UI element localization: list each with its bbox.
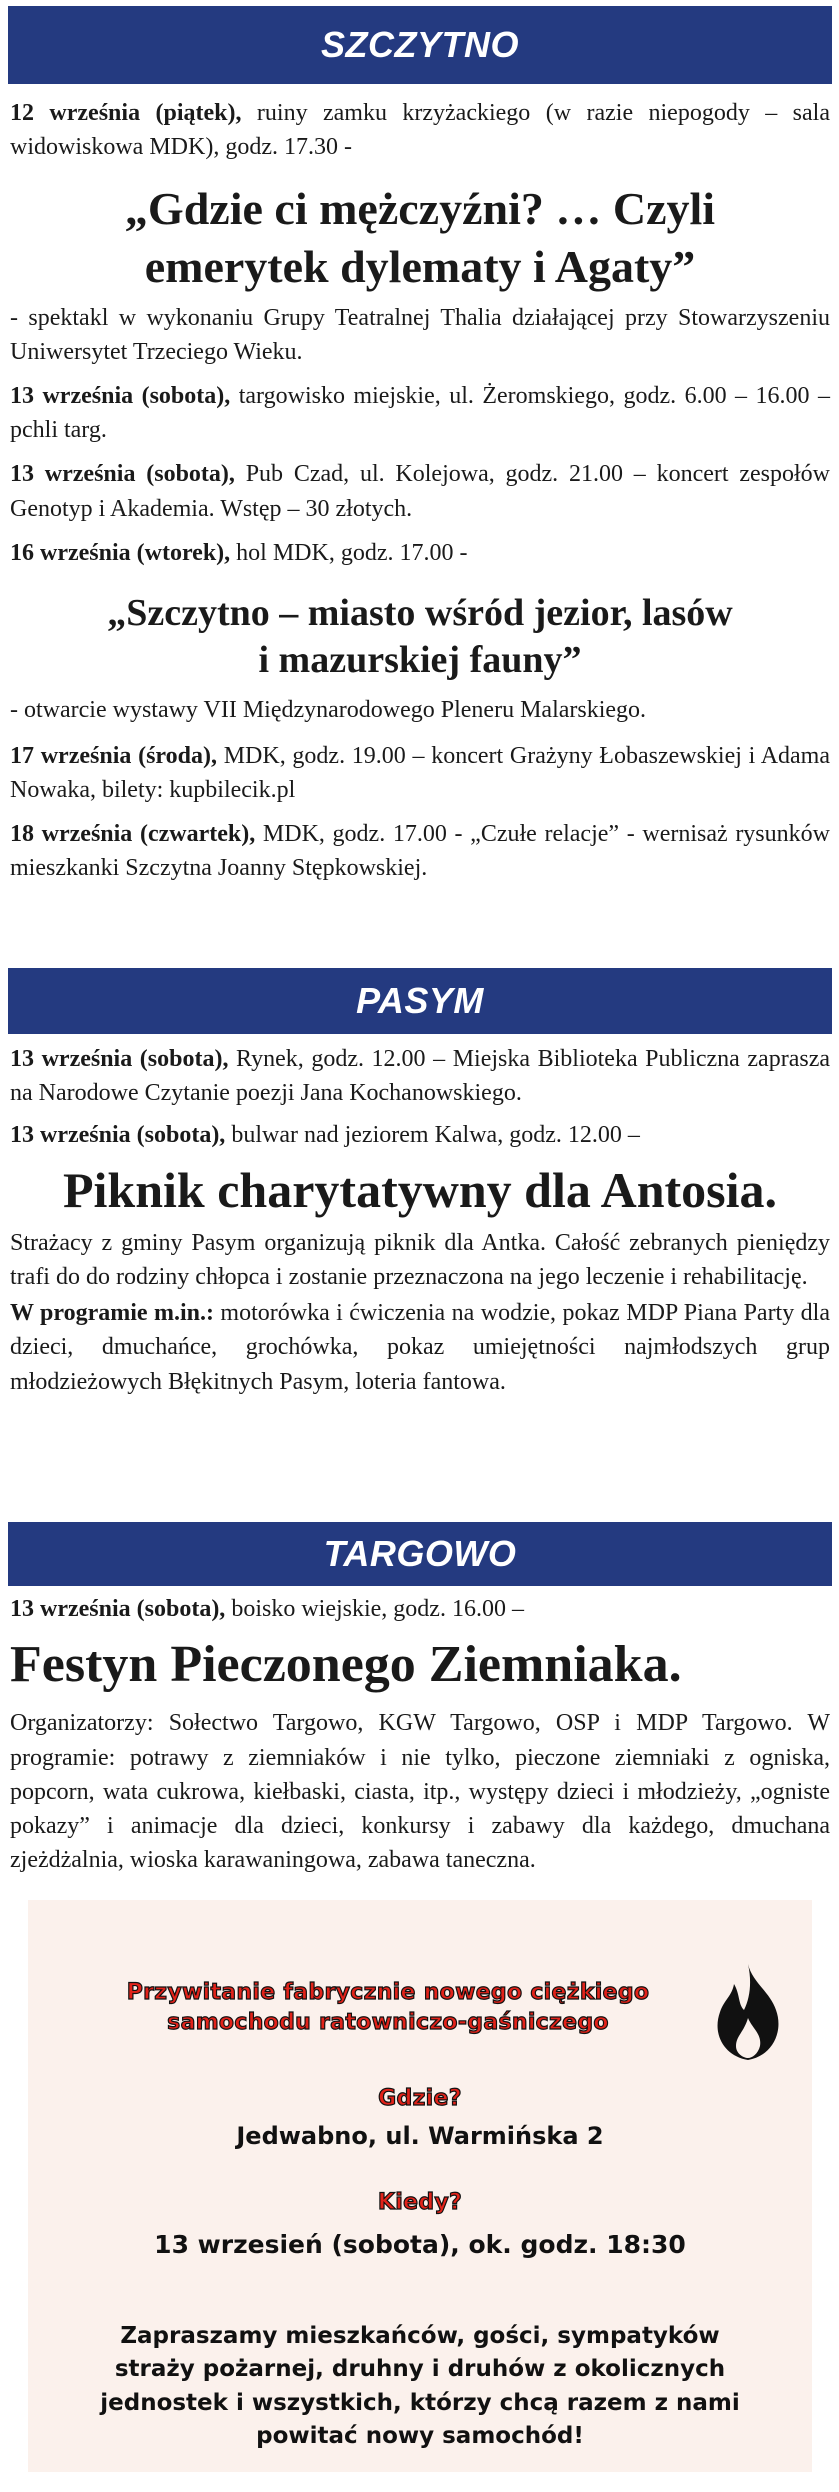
event-paragraph [10, 1296, 830, 1398]
invitation-line: jednostek i wszystkich, którzy chcą razem z nami [100, 2389, 740, 2416]
event-title-line: emerytek dylematy i Agaty” [144, 240, 696, 292]
event-title: Piknik charytatywny dla Antosia. [62, 1162, 777, 1219]
event-paragraph: Strażacy z gminy Pasym organizują piknik dla Antka. Całość zebranych pieniędzy trafi do do rodziny chłopca i zostanie przeznaczona na jego leczenie i rehabilitację. [10, 1230, 830, 1291]
when-label: Kiedy? [377, 2190, 463, 2215]
event-date: 13 września (sobota), [10, 1596, 226, 1622]
announcement-headline-line: Przywitanie fabrycznie nowego ciężkiego [126, 1980, 650, 2005]
event-date: 17 września (środa), [10, 742, 217, 769]
invitation-line: straży pożarnej, druhny i druhów z okolicznych [114, 2356, 726, 2383]
pasym-section [10, 1042, 830, 1399]
event-text: boisko wiejskie, godz. 16.00 – [225, 1596, 524, 1622]
flame-icon [708, 1962, 788, 2062]
section-header-pasym: PASYM [8, 968, 832, 1034]
event-text: MDK, godz. 19.00 – koncert Grażyny Łobaszewskiej i Adama Nowaka, bilety: kupbilecik.pl [10, 742, 830, 803]
event-paragraph [10, 817, 830, 885]
announcement-headline-line: samochodu ratowniczo-gaśniczego [167, 2009, 609, 2035]
event-date: 13 września (sobota), [10, 1122, 226, 1149]
event-title [10, 590, 830, 685]
event-date: 13 września (sobota), [10, 1046, 229, 1072]
event-paragraph [10, 739, 830, 807]
event-paragraph [10, 1042, 830, 1110]
event-paragraph [10, 96, 830, 164]
event-text: motorówka i ćwiczenia na wodzie, pokaz MDP Piana Party dla dzieci, dmuchańce, grochówka, pokaz umiejętności najmłodszych grup młodzieżowych Błękitnych Pasym, loteria fantowa. [10, 1300, 830, 1395]
event-date: 16 września (wtorek), [10, 539, 231, 566]
event-text: Rynek, godz. 12.00 – Miejska Biblioteka Publiczna zaprasza na Narodowe Czytanie poezji Jana Kochanowskiego. [10, 1046, 830, 1107]
event-date: 13 września (sobota), [10, 461, 235, 488]
event-text: ruiny zamku krzyżackiego (w razie niepogody – sala widowiskowa MDK), godz. 17.30 - [10, 100, 830, 161]
event-title: Festyn Pieczonego Ziemniaka. [10, 1636, 682, 1694]
event-text: bulwar nad jeziorem Kalwa, godz. 12.00 – [225, 1122, 640, 1149]
where-value: Jedwabno, ul. Warmińska 2 [236, 2122, 604, 2150]
event-paragraph [10, 536, 830, 570]
section-header-targowo: TARGOWO [8, 1522, 832, 1586]
announcement-invitation [48, 2320, 792, 2453]
event-date: 13 września (sobota), [10, 383, 231, 410]
when-value: 13 wrzesień (sobota), ok. godz. 18:30 [154, 2230, 686, 2259]
event-title-line: „Gdzie ci mężczyźni? … Czyli [124, 183, 716, 235]
event-paragraph [10, 457, 830, 525]
event-paragraph [10, 379, 830, 447]
announcement-headline [88, 1978, 688, 2037]
event-title [10, 180, 830, 295]
event-paragraph [10, 1592, 830, 1626]
event-text: Pub Czad, ul. Kolejowa, godz. 21.00 – koncert zespołów Genotyp i Akademia. Wstęp – 30 złotych. [10, 461, 830, 522]
program-label: W programie m.in.: [10, 1300, 214, 1327]
event-paragraph: - otwarcie wystawy VII Międzynarodowego Pleneru Malarskiego. [10, 696, 647, 723]
event-text: hol MDK, godz. 17.00 - [230, 539, 468, 566]
event-title-line: i mazurskiej fauny” [258, 639, 582, 682]
where-label: Gdzie? [378, 2086, 462, 2111]
invitation-line: powitać nowy samochód! [256, 2423, 584, 2450]
fire-truck-announcement [28, 1900, 812, 2472]
event-title-line: „Szczytno – miasto wśród jezior, lasów [107, 591, 733, 634]
section-header-szczytno: SZCZYTNO [8, 6, 832, 84]
event-text: targowisko miejskie, ul. Żeromskiego, godz. 6.00 – 16.00 – pchli targ. [10, 383, 830, 444]
event-date: 12 września (piątek), [10, 100, 242, 126]
event-paragraph: - spektakl w wykonaniu Grupy Teatralnej Thalia działającej przy Stowarzyszeniu Uniwersytet Trzeciego Wieku. [10, 305, 830, 366]
targowo-section [10, 1592, 830, 1877]
event-paragraph [10, 1118, 830, 1152]
event-date: 18 września (czwartek), [10, 820, 256, 847]
event-text: MDK, godz. 17.00 - „Czułe relacje” - wernisaż rysunków mieszkanki Szczytna Joanny Stępkowskiej. [10, 820, 830, 882]
szczytno-section [10, 96, 830, 885]
invitation-line: Zapraszamy mieszkańców, gości, sympatyków [120, 2323, 720, 2349]
event-paragraph: Organizatorzy: Sołectwo Targowo, KGW Targowo, OSP i MDP Targowo. W programie: potrawy z ziemniaków i nie tylko, pieczone ziemniaki z ogniska, popcorn, wata cukrowa, kiełbaski, ciasta, itp., występy dzieci i młodzieży, „ogniste pokazy” i animacje dla dzieci, konkursy i zabawy dla każdego, dmuchana zjeżdżalnia, wioska karawaningowa, zabawa taneczna. [10, 1710, 830, 1873]
